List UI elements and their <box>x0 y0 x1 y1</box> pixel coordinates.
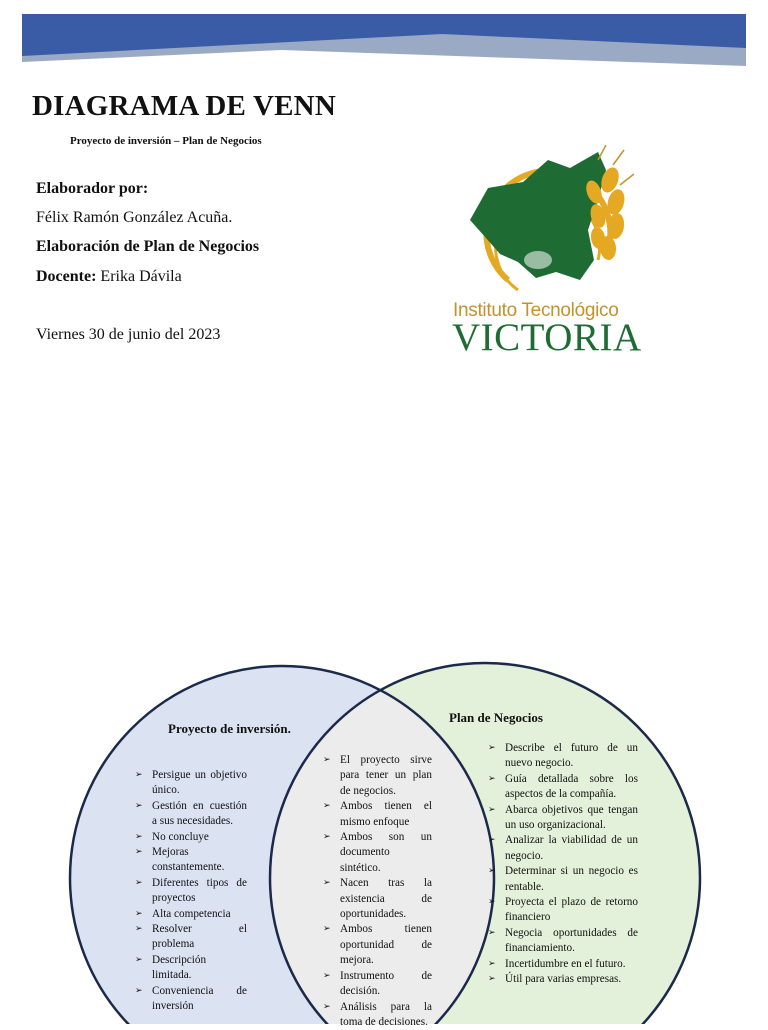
project-label: Elaboración de Plan de Negocios <box>36 238 259 256</box>
venn-list-item: ➢ Ambos son un documento sintético. <box>323 830 432 876</box>
venn-list-item: ➢ Análisis para la toma de decisiones. <box>323 1000 432 1030</box>
teacher-name: Erika Dávila <box>100 268 181 285</box>
venn-right-list <box>488 741 638 988</box>
venn-list-item: ➢ Resolver el problema <box>135 922 247 953</box>
venn-list-item: ➢ El proyecto sirve para tener un plan de negocios. <box>323 753 432 799</box>
venn-list-item: ➢ Diferentes tipos de proyectos <box>135 876 247 907</box>
venn-list-item: ➢ Conveniencia de inversión <box>135 984 247 1015</box>
teacher-label: Docente: <box>36 268 96 285</box>
venn-list-item: ➢ Proyecta el plazo de retorno financiero <box>488 895 638 926</box>
venn-list-item: ➢ Abarca objetivos que tengan un uso organizacional. <box>488 803 638 834</box>
venn-list-item: ➢ Analizar la viabilidad de un negocio. <box>488 833 638 864</box>
logo-text-line2: VICTORIA <box>452 315 642 360</box>
venn-list-item: ➢ Determinar si un negocio es rentable. <box>488 864 638 895</box>
date-text: Viernes 30 de junio del 2023 <box>36 326 220 344</box>
venn-list-item: ➢ Gestión en cuestión a sus necesidades. <box>135 799 247 830</box>
teacher-line <box>36 268 182 286</box>
venn-left-list <box>135 768 247 1015</box>
page-title: DIAGRAMA DE VENN <box>32 90 336 123</box>
venn-list-item: ➢ Incertidumbre en el futuro. <box>488 957 638 972</box>
venn-list-item: ➢ Ambos tienen el mismo enfoque <box>323 799 432 830</box>
venn-list-item: ➢ Útil para varias empresas. <box>488 972 638 987</box>
venn-list-item: ➢ Ambos tienen oportunidad de mejora. <box>323 922 432 968</box>
venn-list-item: ➢ No concluye <box>135 830 247 845</box>
venn-list-item: ➢ Describe el futuro de un nuevo negocio. <box>488 741 638 772</box>
venn-list-item: ➢ Instrumento de decisión. <box>323 969 432 1000</box>
venn-right-title: Plan de Negocios <box>449 710 543 726</box>
venn-list-item: ➢ Descripción limitada. <box>135 953 247 984</box>
page-subtitle: Proyecto de inversión – Plan de Negocios <box>70 135 262 147</box>
author-name: Félix Ramón González Acuña. <box>36 209 232 227</box>
venn-middle-list <box>323 753 432 1030</box>
venn-list-item: ➢ Mejoras constantemente. <box>135 845 247 876</box>
venn-list-item: ➢ Negocia oportunidades de financiamiento. <box>488 926 638 957</box>
venn-list-item: ➢ Nacen tras la existencia de oportunidades. <box>323 876 432 922</box>
logo-text-line1: Instituto Tecnológico <box>453 300 619 322</box>
author-label: Elaborador por: <box>36 180 148 198</box>
venn-list-item: ➢ Persigue un objetivo único. <box>135 768 247 799</box>
venn-left-title: Proyecto de inversión. <box>168 721 291 737</box>
venn-list-item: ➢ Guía detallada sobre los aspectos de la compañía. <box>488 772 638 803</box>
venn-list-item: ➢ Alta competencia <box>135 907 247 922</box>
header-banner <box>22 14 746 84</box>
